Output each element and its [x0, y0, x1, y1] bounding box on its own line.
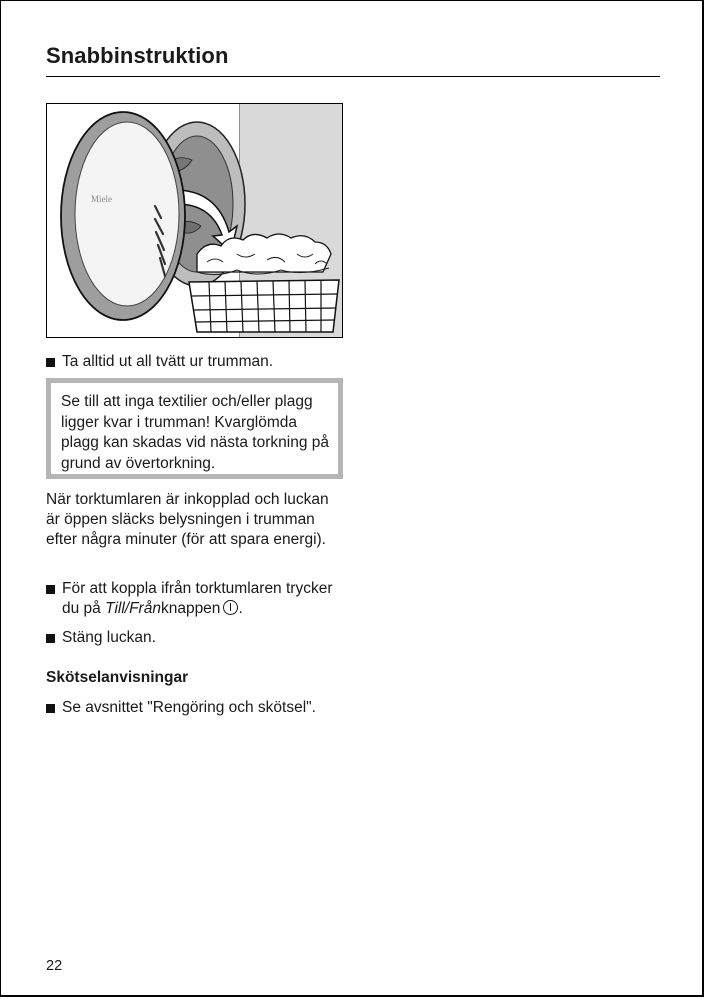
brand-logo: Miele [91, 194, 112, 204]
title-divider [46, 76, 660, 77]
bullet-text [46, 579, 346, 619]
lighting-paragraph: När torktumlaren är inkopplad och luckan är öppen släcks belysningen i trumman efter några minuter (för att spara energi). [46, 491, 329, 548]
bullet-text-period: . [238, 600, 243, 617]
warning-note [46, 378, 343, 479]
warning-note-text: Se till att inga textilier och/eller plagg ligger kvar i trumman! Kvarglömda plagg kan skadas vid nästa torkning på grund av övertorkning. [61, 393, 329, 472]
dryer-illustration [46, 103, 343, 338]
bullet-text-end: knappen [160, 600, 221, 617]
care-heading: Skötselanvisningar [46, 669, 189, 686]
button-name-emphasis: Till/Från [105, 600, 161, 617]
bullet-care-reference [46, 698, 346, 718]
power-button-icon [223, 600, 238, 615]
page-number: 22 [46, 958, 63, 974]
bullet-text: Stäng luckan. [62, 629, 156, 646]
bullet-power-off [46, 579, 346, 619]
page-title: Snabbinstruktion [46, 43, 229, 68]
bullet-text: Ta alltid ut all tvätt ur trumman. [62, 353, 274, 370]
bullet-remove-laundry [46, 352, 346, 372]
bullet-text-start: För att koppla ifrån torktumlaren trycker du på [62, 580, 333, 617]
bullet-close-door [46, 628, 346, 648]
square-bullet-icon [46, 634, 55, 643]
square-bullet-icon [46, 358, 55, 367]
square-bullet-icon [46, 585, 55, 594]
square-bullet-icon [46, 704, 55, 713]
bullet-text: Se avsnittet "Rengöring och skötsel". [62, 699, 316, 716]
